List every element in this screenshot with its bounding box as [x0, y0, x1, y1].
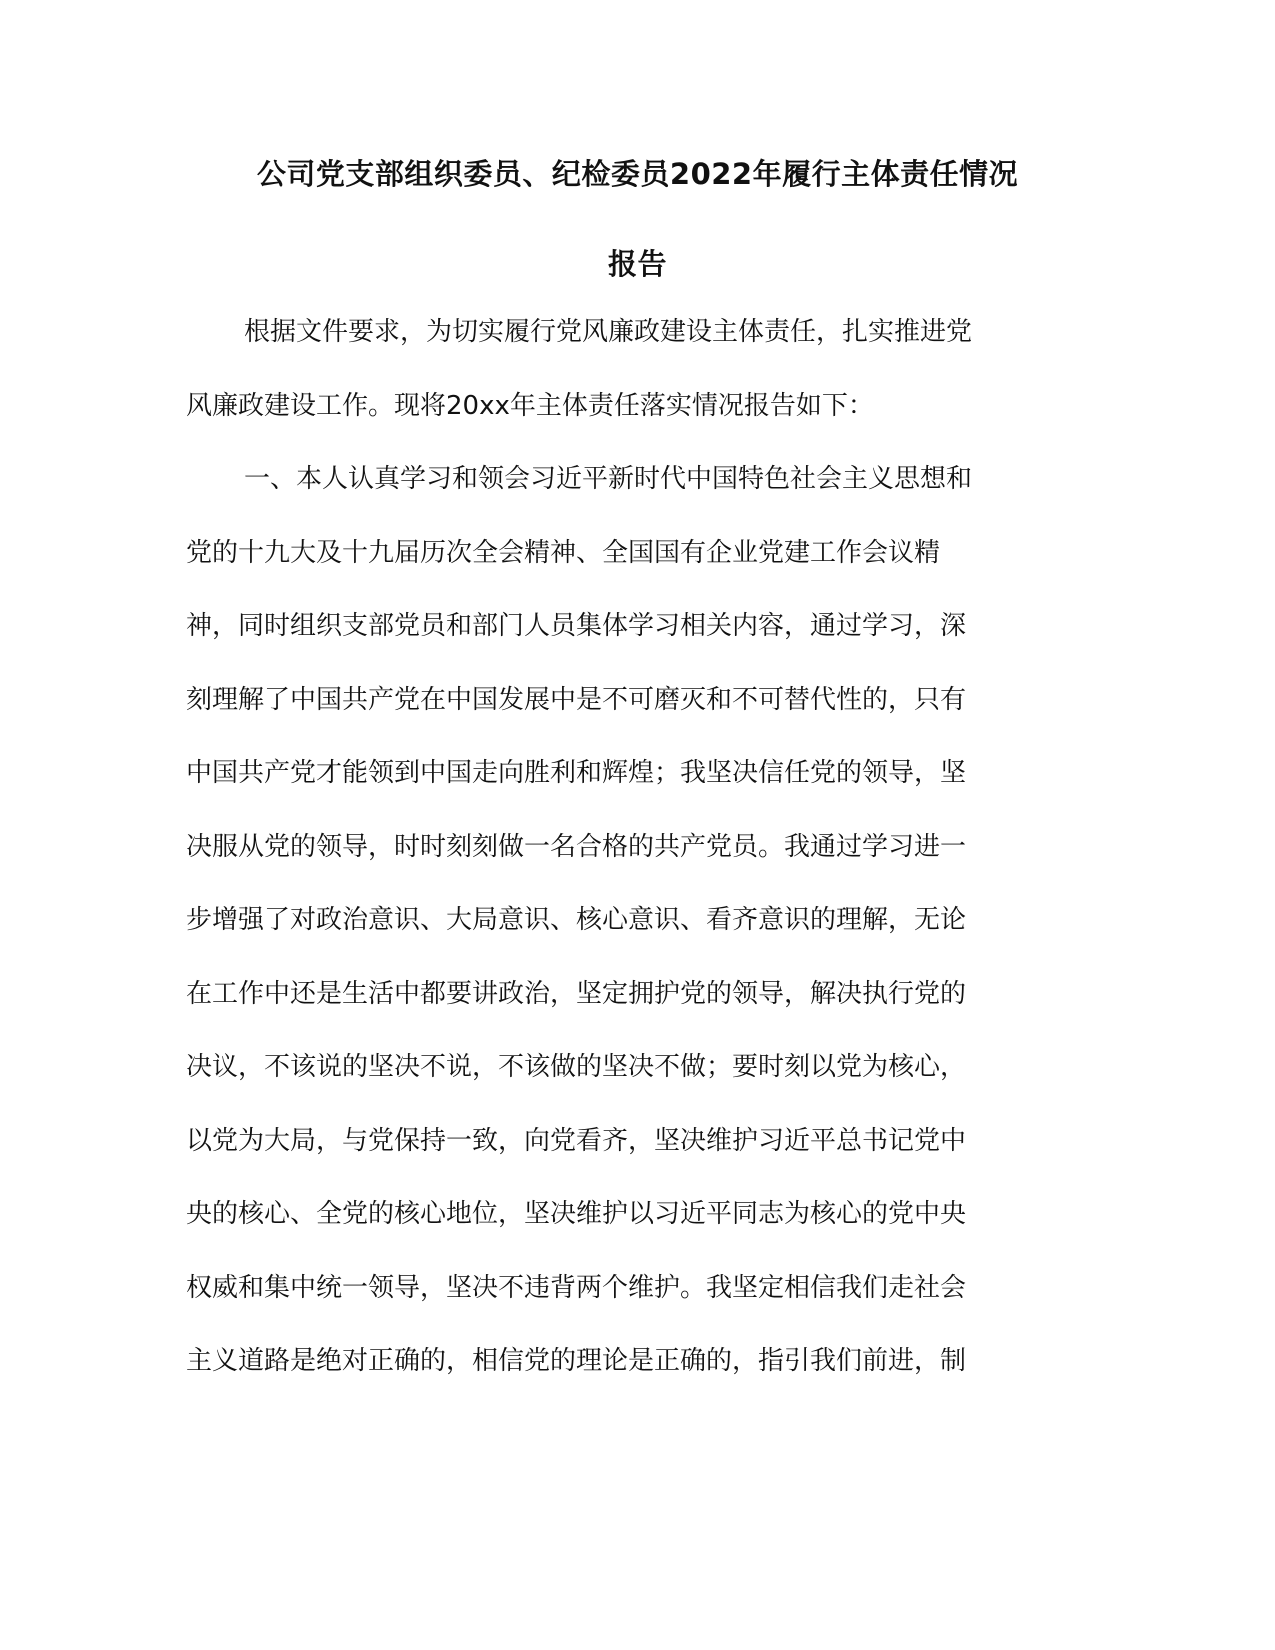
document-title-line-1: 公司党支部组织委员、纪检委员2022年履行主体责任情况 [256, 157, 1019, 191]
paragraph-2-line-3: 神，同时组织支部党员和部门人员集体学习相关内容，通过学习，深 [186, 611, 967, 641]
paragraph-2-line-12: 权威和集中统一领导，坚决不违背两个维护。我坚定相信我们走社会 [186, 1273, 967, 1303]
paragraph-2-line-6: 决服从党的领导，时时刻刻做一名合格的共产党员。我通过学习进一 [186, 832, 967, 862]
paragraph-2-line-13: 主义道路是绝对正确的，相信党的理论是正确的，指引我们前进，制 [186, 1346, 967, 1376]
paragraph-2-line-5: 中国共产党才能领到中国走向胜利和辉煌；我坚决信任党的领导，坚 [186, 758, 967, 788]
paragraph-2-line-9: 决议，不该说的坚决不说，不该做的坚决不做；要时刻以党为核心， [186, 1052, 967, 1082]
paragraph-2-line-7: 步增强了对政治意识、大局意识、核心意识、看齐意识的理解，无论 [186, 905, 967, 935]
paragraph-2-line-2: 党的十九大及十九届历次全会精神、全国国有企业党建工作会议精 [186, 538, 941, 568]
document-title-line-2: 报告 [607, 247, 667, 281]
paragraph-2-line-4: 刻理解了中国共产党在中国发展中是不可磨灭和不可替代性的，只有 [186, 685, 967, 715]
paragraph-1-line-2: 风廉政建设工作。现将20xx年主体责任落实情况报告如下： [186, 391, 874, 421]
paragraph-2-line-10: 以党为大局，与党保持一致，向党看齐，坚决维护习近平总书记党中 [186, 1126, 967, 1156]
paragraph-2-line-1: 一、本人认真学习和领会习近平新时代中国特色社会主义思想和 [244, 464, 973, 494]
paragraph-2-line-8: 在工作中还是生活中都要讲政治，坚定拥护党的领导，解决执行党的 [186, 979, 967, 1009]
paragraph-2-line-11: 央的核心、全党的核心地位，坚决维护以习近平同志为核心的党中央 [186, 1199, 967, 1229]
paragraph-1-line-1: 根据文件要求，为切实履行党风廉政建设主体责任，扎实推进党 [244, 317, 973, 347]
